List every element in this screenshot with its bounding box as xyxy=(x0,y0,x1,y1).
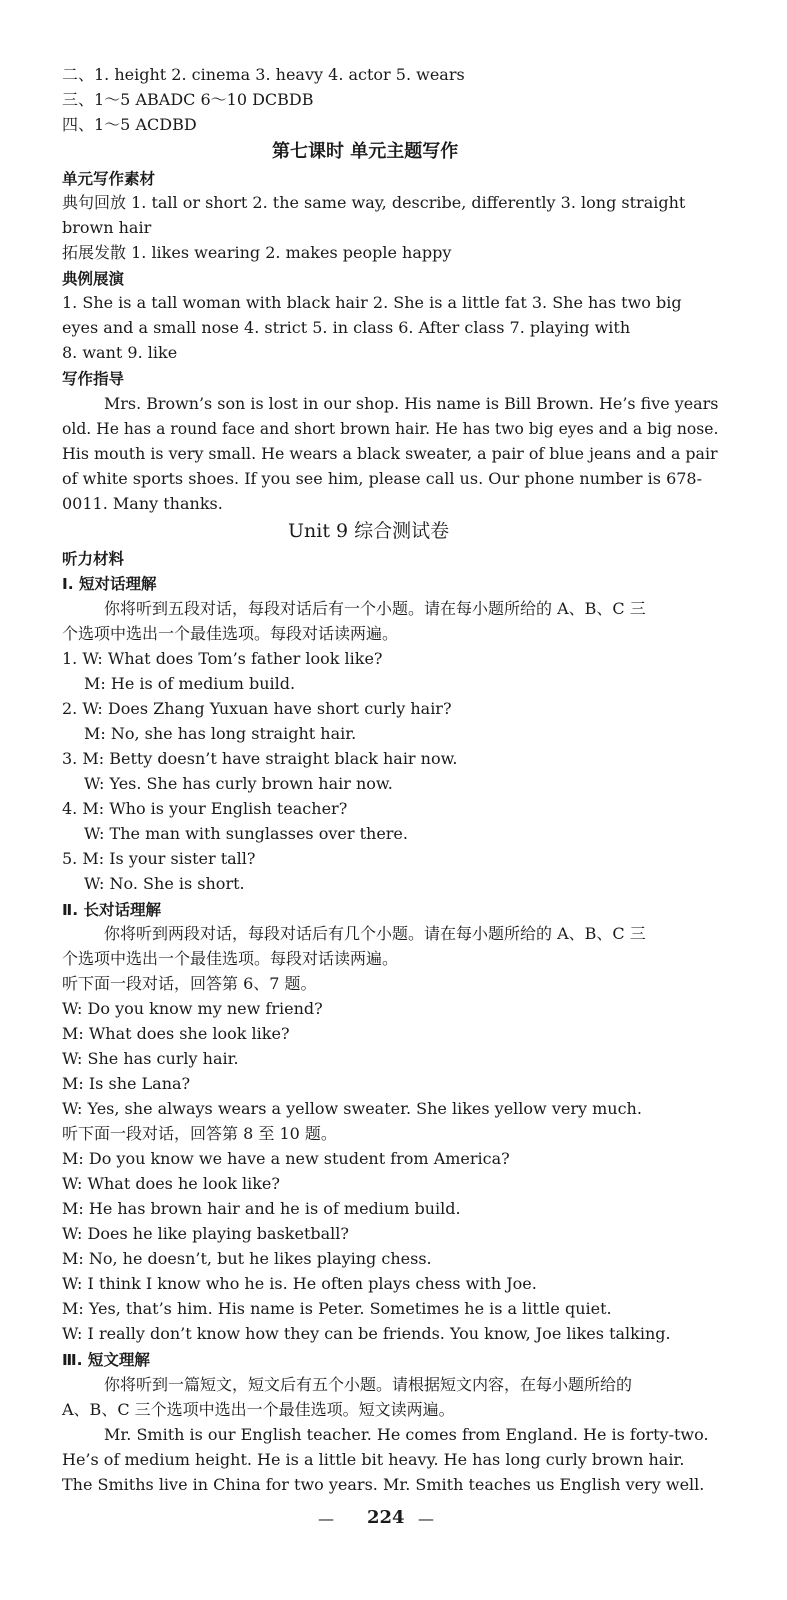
dialog-line: M: No, she has long straight hair. xyxy=(84,724,357,743)
footer-dash-left: — xyxy=(318,1509,334,1528)
unit-title: Unit 9 综合测试卷 xyxy=(288,520,450,542)
material-review-line-1: 典句回放 1. tall or short 2. the same way, describe, differently 3. long straight xyxy=(62,193,686,212)
dialog-line: 2. W: Does Zhang Yuxuan have short curly hair? xyxy=(62,699,452,718)
dialog-line: M: He has brown hair and he is of medium build. xyxy=(62,1199,461,1218)
page-number: 224 xyxy=(367,1507,405,1528)
passage-line: Mr. Smith is our English teacher. He comes from England. He is forty-two. xyxy=(104,1425,709,1444)
dialog-line: W: I really don’t know how they can be friends. You know, Joe likes talking. xyxy=(62,1324,671,1343)
guide-line: old. He has a round face and short brown hair. He has two big eyes and a big nose. xyxy=(62,419,719,438)
dialog-line: W: I think I know who he is. He often plays chess with Joe. xyxy=(62,1274,537,1293)
guide-line: Mrs. Brown’s son is lost in our shop. His name is Bill Brown. He’s five years xyxy=(104,394,719,413)
guide-heading: 写作指导 xyxy=(62,370,125,388)
dialog-line: W: She has curly hair. xyxy=(62,1049,239,1068)
dialog-line: W: No. She is short. xyxy=(84,874,245,893)
dialog-line: M: What does she look like? xyxy=(62,1024,290,1043)
material-heading: 单元写作素材 xyxy=(62,170,156,188)
listening-heading: 听力材料 xyxy=(62,550,125,568)
guide-line: of white sports shoes. If you see him, please call us. Our phone number is 678- xyxy=(62,469,703,488)
dialog-line: 4. M: Who is your English teacher? xyxy=(62,799,348,818)
part2-question-8-10: 听下面一段对话，回答第 8 至 10 题。 xyxy=(62,1124,337,1143)
material-expand-line: 拓展发散 1. likes wearing 2. makes people happy xyxy=(62,243,452,262)
answer-section-3: 三、1～5 ABADC 6～10 DCBDB xyxy=(62,90,314,109)
part3-heading: Ⅲ. 短文理解 xyxy=(62,1351,150,1369)
dialog-line: W: Yes. She has curly brown hair now. xyxy=(84,774,393,793)
dialog-line: 5. M: Is your sister tall? xyxy=(62,849,256,868)
dialog-line: M: Do you know we have a new student from America? xyxy=(62,1149,510,1168)
footer-dash-right: — xyxy=(418,1509,434,1528)
guide-line: 0011. Many thanks. xyxy=(62,494,223,513)
part1-heading: Ⅰ. 短对话理解 xyxy=(62,575,157,593)
example-line-3: 8. want 9. like xyxy=(62,343,178,362)
example-line-2: eyes and a small nose 4. strict 5. in class 6. After class 7. playing with xyxy=(62,318,631,337)
part2-question-6-7: 听下面一段对话，回答第 6、7 题。 xyxy=(62,974,317,993)
dialog-line: M: Yes, that’s him. His name is Peter. Sometimes he is a little quiet. xyxy=(62,1299,612,1318)
dialog-line: M: Is she Lana? xyxy=(62,1074,191,1093)
part1-intro-line-2: 个选项中选出一个最佳选项。每段对话读两遍。 xyxy=(62,624,399,643)
dialog-line: W: Do you know my new friend? xyxy=(62,999,323,1018)
dialog-line: M: He is of medium build. xyxy=(84,674,296,693)
answer-section-4: 四、1～5 ACDBD xyxy=(62,115,197,134)
part3-intro-line-2: A、B、C 三个选项中选出一个最佳选项。短文读两遍。 xyxy=(62,1400,455,1419)
part3-intro-line-1: 你将听到一篇短文，短文后有五个小题。请根据短文内容，在每小题所给的 xyxy=(104,1375,633,1394)
passage-line: He’s of medium height. He is a little bit heavy. He has long curly brown hair. xyxy=(62,1450,685,1469)
example-line-1: 1. She is a tall woman with black hair 2. She is a little fat 3. She has two big xyxy=(62,293,682,312)
guide-line: His mouth is very small. He wears a black sweater, a pair of blue jeans and a pair xyxy=(62,444,718,463)
part2-heading: Ⅱ. 长对话理解 xyxy=(62,901,161,919)
part2-intro-line-1: 你将听到两段对话，每段对话后有几个小题。请在每小题所给的 A、B、C 三 xyxy=(104,924,646,943)
material-review-line-2: brown hair xyxy=(62,218,152,237)
part2-intro-line-2: 个选项中选出一个最佳选项。每段对话读两遍。 xyxy=(62,949,399,968)
passage-line: The Smiths live in China for two years. Mr. Smith teaches us English very well. xyxy=(62,1475,705,1494)
dialog-line: W: What does he look like? xyxy=(62,1174,280,1193)
example-heading: 典例展演 xyxy=(62,270,125,288)
dialog-line: 1. W: What does Tom’s father look like? xyxy=(62,649,383,668)
part1-intro-line-1: 你将听到五段对话，每段对话后有一个小题。请在每小题所给的 A、B、C 三 xyxy=(104,599,646,618)
dialog-line: W: Does he like playing basketball? xyxy=(62,1224,349,1243)
lesson-title: 第七课时 单元主题写作 xyxy=(272,141,459,162)
dialog-line: M: No, he doesn’t, but he likes playing chess. xyxy=(62,1249,432,1268)
dialog-line: W: The man with sunglasses over there. xyxy=(84,824,408,843)
dialog-line: 3. M: Betty doesn’t have straight black hair now. xyxy=(62,749,458,768)
dialog-line: W: Yes, she always wears a yellow sweater. She likes yellow very much. xyxy=(62,1099,642,1118)
answer-section-2: 二、1. height 2. cinema 3. heavy 4. actor 5. wears xyxy=(62,65,465,84)
